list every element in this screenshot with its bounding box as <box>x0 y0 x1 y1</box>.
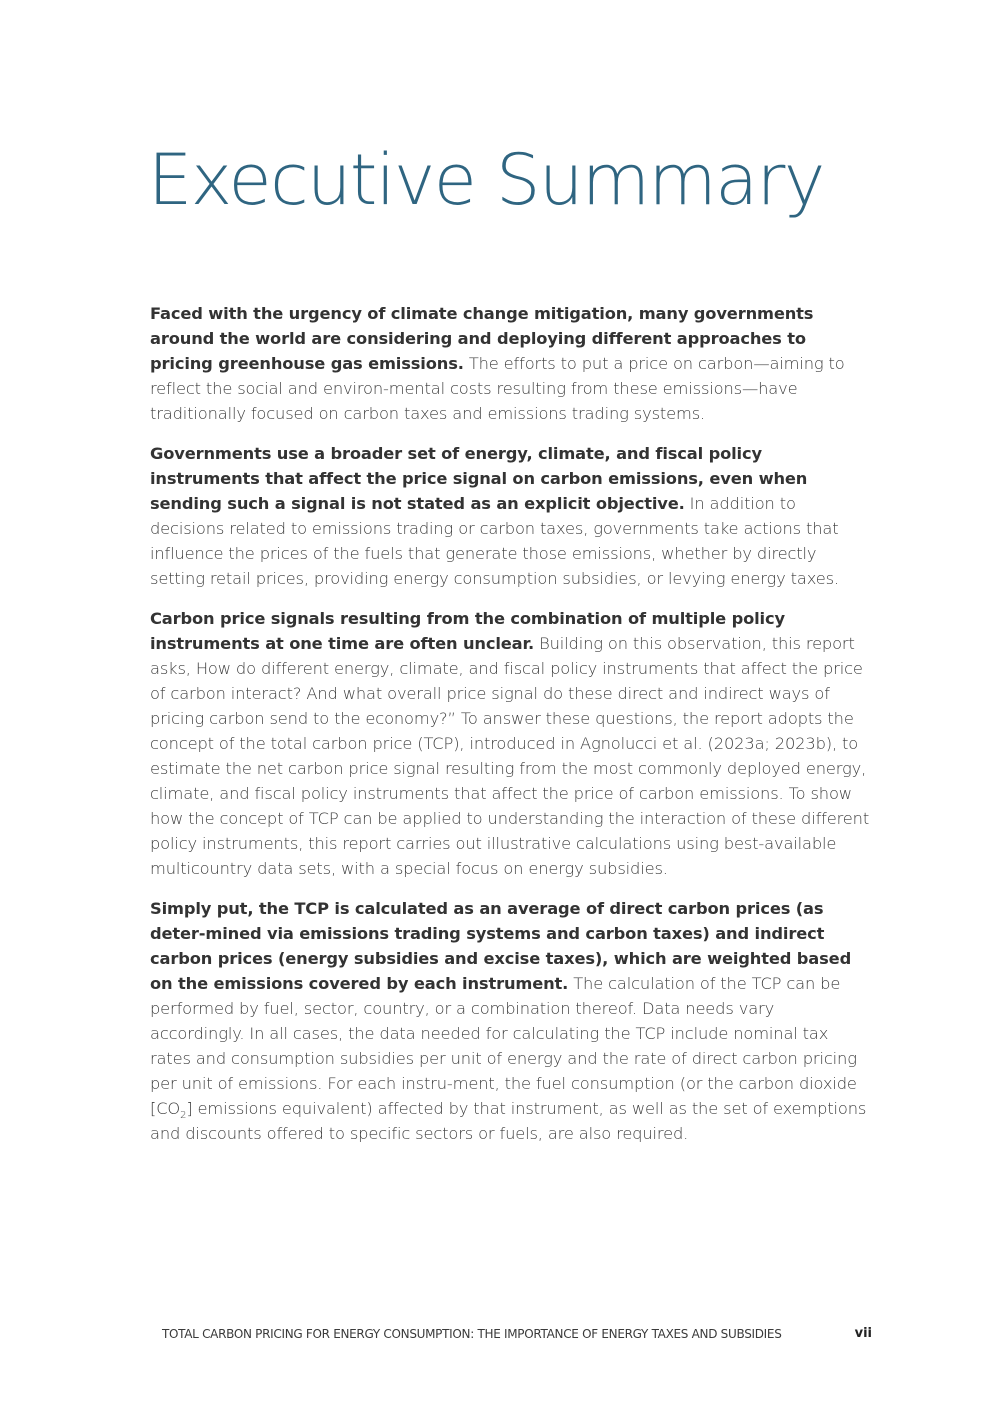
page-title: Executive Summary <box>148 139 824 221</box>
page-footer <box>162 1324 874 1344</box>
summary-paragraph-4 <box>150 896 870 1146</box>
paragraph-text: The calculation of the TCP can be performed by fuel, sector, country, or a combination thereof. Data needs vary accordingly. In all cases, the data needed for calculating the TCP include nominal tax rates and consumption subsidies per unit of energy and the rate of direct carbon pricing per unit of emissions. For each instru-ment, the fuel consumption (or the carbon dioxide [CO <box>150 974 857 1118</box>
paragraph-text: The efforts to put a price on carbon—aiming to reflect the social and environ-mental costs resulting from these emissions—have traditionally focused on carbon taxes and emissions trading systems. <box>150 354 845 423</box>
summary-paragraph-3 <box>150 606 870 881</box>
co2-subscript: 2 <box>180 1110 187 1121</box>
paragraph-text-continued: ] emissions equivalent) affected by that instrument, as well as the set of exemptions and discounts offered to specific sectors or fuels, are also required. <box>150 1099 867 1143</box>
summary-body <box>150 301 870 1161</box>
paragraph-lead: Faced with the urgency of climate change mitigation, many governments around the world are considering and deploying different approaches to pricing greenhouse gas emissions. <box>150 304 814 373</box>
summary-paragraph-1 <box>150 301 870 426</box>
summary-paragraph-2 <box>150 441 870 591</box>
paragraph-text: In addition to decisions related to emissions trading or carbon taxes, governments take actions that influence the prices of the fuels that generate those emissions, whether by directly setting retail prices, providing energy consumption subsidies, or levying energy taxes. <box>150 494 839 588</box>
paragraph-lead: Governments use a broader set of energy, climate, and fiscal policy instruments that affect the price signal on carbon emissions, even when sending such a signal is not stated as an explicit objective. <box>150 444 808 513</box>
paragraph-text: Building on this observation, this report asks, How do different energy, climate, and fiscal policy instruments that affect the price of carbon interact? And what overall price signal do these direct and indirect ways of pricing carbon send to the economy?” To answer these questions, the report adopts the concept of the total carbon price (TCP), introduced in Agnolucci et al. (2023a; 2023b), to estimate the net carbon price signal resulting from the most commonly deployed energy, climate, and fiscal policy instruments that affect the price of carbon emissions. To show how the concept of TCP can be applied to understanding the interaction of these different policy instruments, this report carries out illustrative calculations using best-available multicountry data sets, with a special focus on energy subsidies. <box>150 634 870 878</box>
paragraph-lead: Simply put, the TCP is calculated as an average of direct carbon prices (as deter-mined via emissions trading systems and carbon taxes) and indirect carbon prices (energy subsidies and excise taxes), which are weighted based on the emissions covered by each instrument. <box>150 899 852 993</box>
paragraph-lead: Carbon price signals resulting from the combination of multiple policy instruments at one time are often unclear. <box>150 609 785 653</box>
page-number: vii <box>854 1326 872 1341</box>
running-title: TOTAL CARBON PRICING FOR ENERGY CONSUMPTION: THE IMPORTANCE OF ENERGY TAXES AND SUBSIDIES <box>162 1327 782 1341</box>
